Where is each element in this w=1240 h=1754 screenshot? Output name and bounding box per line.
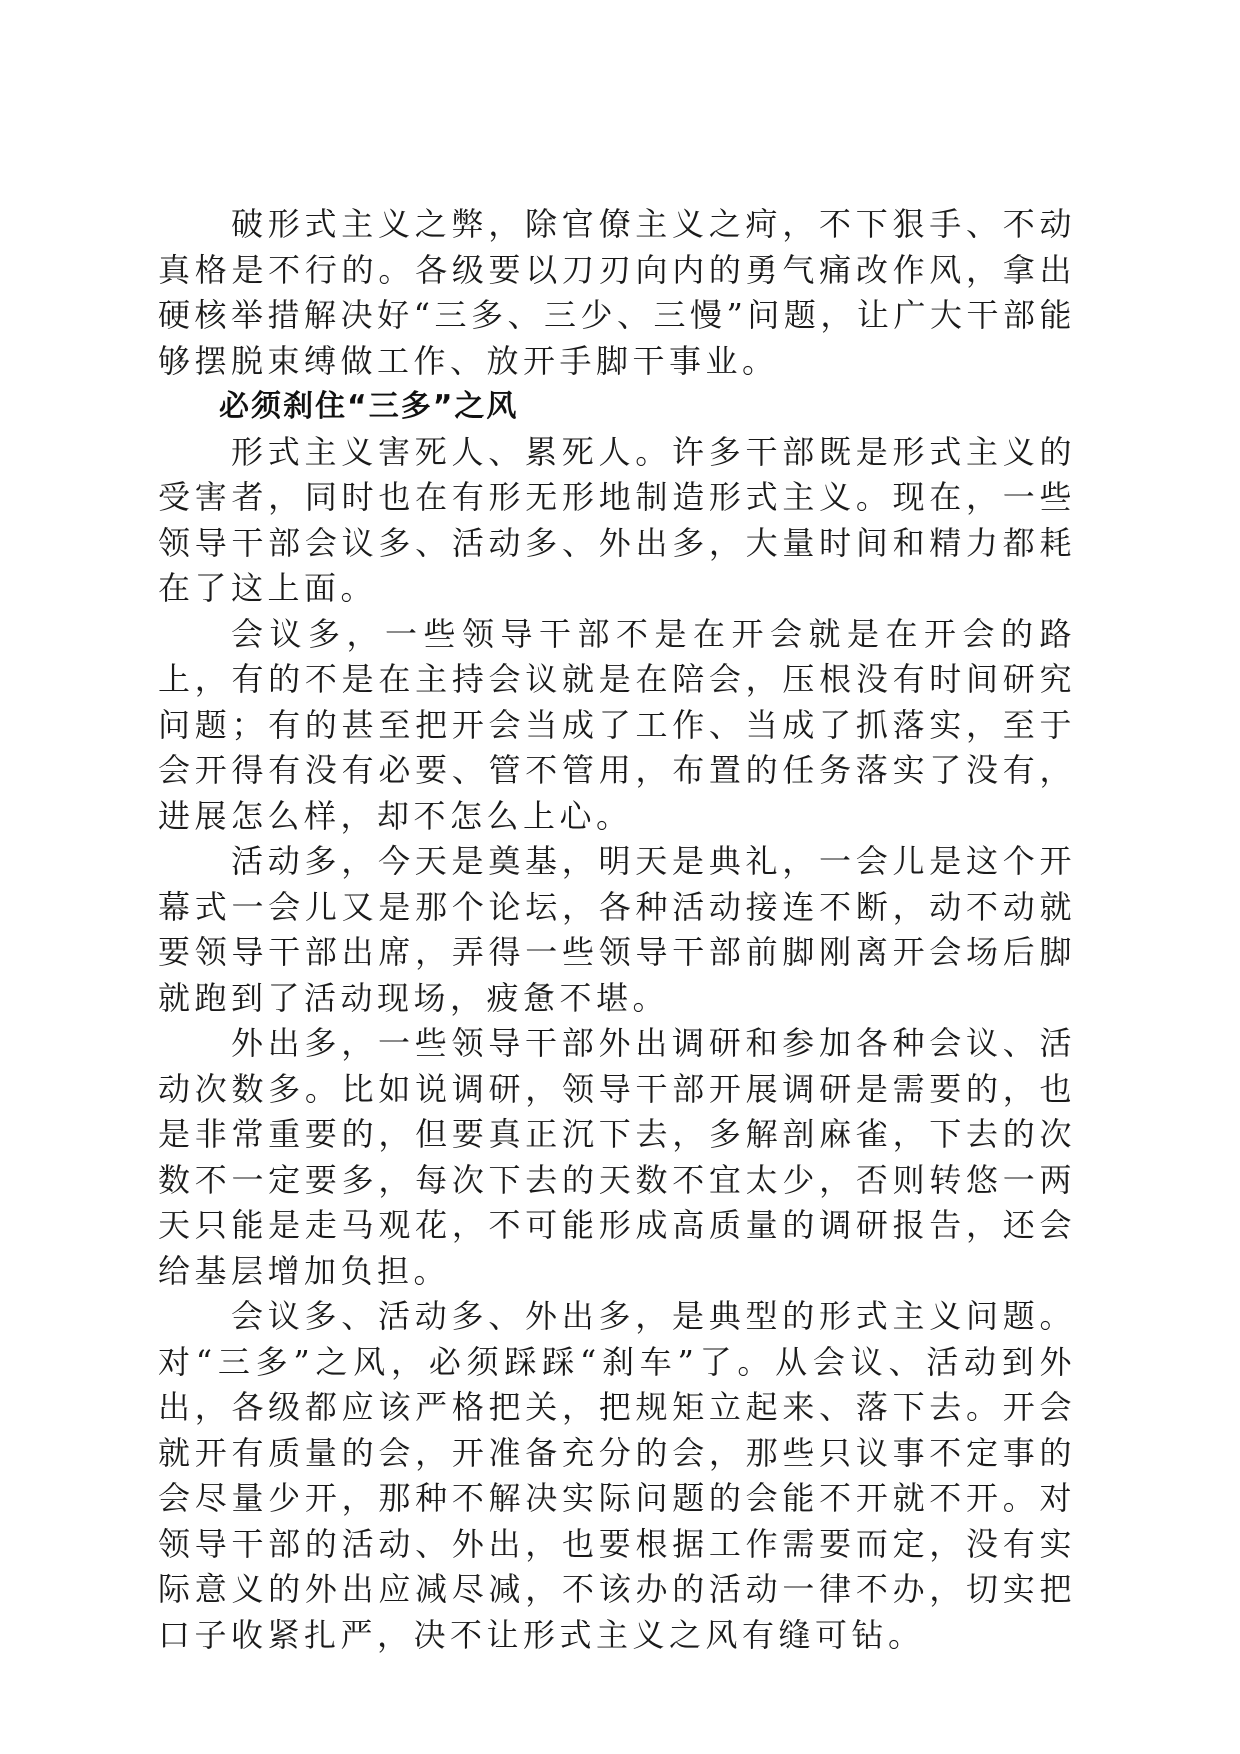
section-heading: 必须刹住“三多”之风 (219, 389, 519, 424)
body-paragraph: 外出多，一些领导干部外出调研和参加各种会议、活动次数多。比如说调研，领导干部开展调研是需要的，也是非常重要的，但要真正沉下去，多解剖麻雀，下去的次数不一定要多，每次下去的天数不宜太少，否则转悠一两天只能是走马观花，不可能形成高质量的调研报告，还会给基层增加负担。 (158, 1024, 1076, 1290)
document-page (158, 202, 1076, 1658)
body-paragraph: 会议多，一些领导干部不是在开会就是在开会的路上，有的不是在主持会议就是在陪会，压根没有时间研究问题；有的甚至把开会当成了工作、当成了抓落实，至于会开得有没有必要、管不管用，布置的任务落实了没有，进展怎么样，却不怎么上心。 (158, 614, 1076, 835)
intro-paragraph: 破形式主义之弊，除官僚主义之疴，不下狠手、不动真格是不行的。各级要以刀刃向内的勇气痛改作风，拿出硬核举措解决好“三多、三少、三慢”问题，让广大干部能够摆脱束缚做工作、放开手脚干事业。 (158, 205, 1076, 380)
body-paragraph: 活动多，今天是奠基，明天是典礼，一会儿是这个开幕式一会儿又是那个论坛，各种活动接连不断，动不动就要领导干部出席，弄得一些领导干部前脚刚离开会场后脚就跑到了活动现场，疲惫不堪。 (158, 842, 1076, 1017)
body-paragraph: 形式主义害死人、累死人。许多干部既是形式主义的受害者，同时也在有形无形地制造形式主义。现在，一些领导干部会议多、活动多、外出多，大量时间和精力都耗在了这上面。 (158, 432, 1076, 607)
body-paragraph: 会议多、活动多、外出多，是典型的形式主义问题。对“三多”之风，必须踩踩“刹车”了。从会议、活动到外出，各级都应该严格把关，把规矩立起来、落下去。开会就开有质量的会，开准备充分的会，那些只议事不定事的会尽量少开，那种不解决实际问题的会能不开就不开。对领导干部的活动、外出，也要根据工作需要而定，没有实际意义的外出应减尽减，不该办的活动一律不办，切实把口子收紧扎严，决不让形式主义之风有缝可钻。 (158, 1297, 1076, 1654)
